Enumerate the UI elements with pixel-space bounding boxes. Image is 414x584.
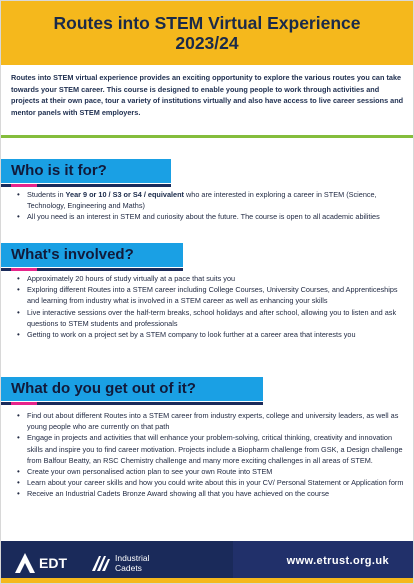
edt-logo	[15, 553, 67, 573]
heading-underline	[1, 402, 263, 405]
list-item: • Exploring different Routes into a STEM career including College Courses, University Courses, and Apprenticeships and learning from industry what is involved in a STEM career as well as enhancing your skills	[17, 284, 405, 306]
list-item: • Find out about different Routes into a STEM career from industry experts, college and university leaders, as well as young people who are currently on that path	[17, 410, 405, 432]
list-item: • Engage in projects and activities that will enhance your problem-solving, critical thinking, creativity and innovation skills and inspire you to find career motivation. Projects include a Biopharm challenge from GSK, a Design challenge from Balfour Beatty, an RSC Chemistry challenge and many more exciting challenges in all areas of STEM.	[17, 432, 405, 466]
list-item: • Approximately 20 hours of study virtually at a pace that suits you	[17, 273, 405, 284]
bullet-list-involved	[17, 273, 405, 340]
edt-logo-icon	[15, 553, 35, 573]
industrial-cadets-icon	[89, 552, 111, 574]
section-heading-benefits-text: What do you get out of it?	[11, 380, 196, 397]
list-item: • Create your own personalised action plan to see your own Route into STEM	[17, 466, 405, 477]
footer-yellow-bar	[1, 578, 413, 584]
intro-paragraph: Routes into STEM virtual experience provides an exciting opportunity to explore the various routes you can take towards your STEM career. This course is designed to enable young people to work through activities and projects at their own pace, tour a variety of institutions virtually and also have access to live career sessions and mentor panels with STEM employers.	[11, 73, 404, 117]
list-item: • Receive an Industrial Cadets Bronze Award showing all that you have achieved on the course	[17, 488, 405, 499]
section-heading-involved-text: What's involved?	[11, 246, 134, 263]
heading-pink-accent	[11, 268, 37, 271]
list-item: • Getting to work on a project set by a STEM company to look further at a career area that interests you	[17, 329, 405, 340]
page-title-year: 2023/24	[175, 33, 239, 53]
website-link[interactable]: www.etrust.org.uk	[286, 555, 389, 567]
section-heading-who	[1, 159, 171, 183]
section-heading-involved	[1, 243, 183, 267]
divider-green	[1, 135, 413, 138]
page-title: Routes into STEM Virtual Experience	[53, 13, 361, 33]
heading-pink-accent	[11, 184, 37, 187]
list-item: • Students in Year 9 or 10 / S3 or S4 / equivalent who are interested in exploring a career in STEM (Science, Technology, Engineering and Maths)	[17, 189, 405, 211]
ic-logo-line2: Cadets	[115, 563, 142, 573]
heading-pink-accent	[11, 402, 37, 405]
section-heading-who-text: Who is it for?	[11, 162, 107, 179]
list-item: • Learn about your career skills and how you could write about this in your CV/ Personal Statement or Application form	[17, 477, 405, 488]
bullet-list-benefits	[17, 410, 405, 500]
ic-logo-line1: Industrial	[115, 553, 150, 563]
list-item: • Live interactive sessions over the half-term breaks, school holidays and after school, allowing you to listen and ask questions to STEM students and professionals	[17, 307, 405, 329]
bullet-list-who	[17, 189, 405, 223]
edt-logo-text: EDT	[39, 555, 67, 571]
section-heading-benefits	[1, 377, 263, 401]
title-banner	[1, 1, 413, 65]
industrial-cadets-logo	[89, 552, 150, 574]
list-item: • All you need is an interest in STEM and curiosity about the future. The course is open to all academic abilities	[17, 211, 405, 222]
